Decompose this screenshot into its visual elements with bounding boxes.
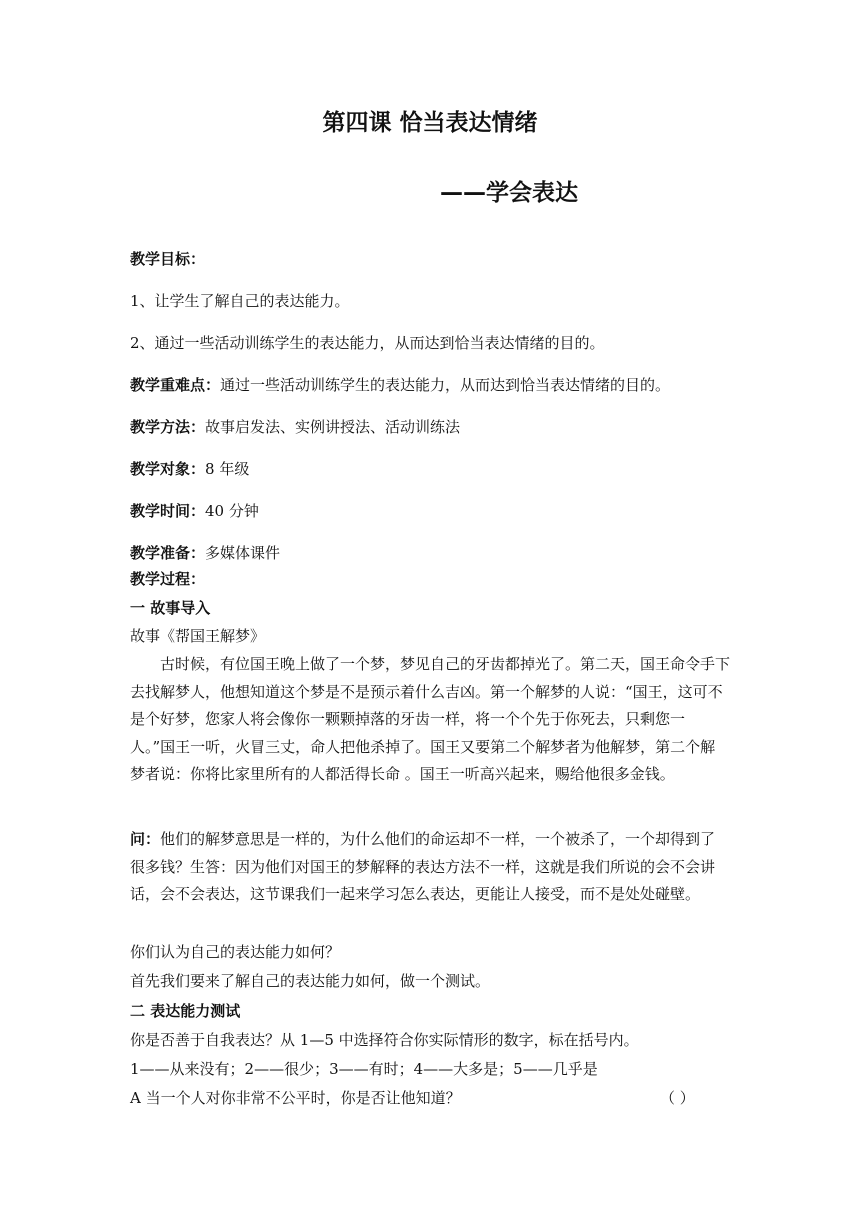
story-title: 故事《帮国王解梦》 xyxy=(130,627,266,645)
duration-line xyxy=(130,500,259,521)
question-text: 他们的解梦意思是一样的，为什么他们的命运却不一样，一个被杀了，一个却得到了很多钱？生答：因为他们对国王的梦解释的表达方法不一样，这就是我们所说的会不会讲话，会不会表达，这节课我们一起来学习怎么表达，更能让人接受，而不是处处碰壁。 xyxy=(130,830,716,903)
method-label: 教学方法： xyxy=(130,418,206,436)
page-title: 第四课 恰当表达情绪 xyxy=(322,110,538,136)
goal-item-1: 1、让学生了解自己的表达能力。 xyxy=(130,292,350,310)
question-label: 问： xyxy=(130,830,161,848)
test-intro: 你是否善于自我表达？从 1—5 中选择符合你实际情形的数字，标在括号内。 xyxy=(130,1031,639,1049)
reflection-line-2: 首先我们要来了解自己的表达能力如何，做一个测试。 xyxy=(130,972,491,990)
goal-item-2: 2、通过一些活动训练学生的表达能力，从而达到恰当表达情绪的目的。 xyxy=(130,334,605,352)
duration-label: 教学时间： xyxy=(130,502,206,520)
key-points-text: 通过一些活动训练学生的表达能力，从而达到恰当表达情绪的目的。 xyxy=(220,376,671,394)
prep-line xyxy=(130,542,280,563)
question-paragraph xyxy=(130,826,730,909)
audience-line xyxy=(130,458,249,479)
test-item-a-answer[interactable]: （ ） xyxy=(660,1089,695,1107)
section2-heading: 二 表达能力测试 xyxy=(130,1002,241,1020)
process-label: 教学过程： xyxy=(130,570,206,588)
section1-heading: 一 故事导入 xyxy=(130,599,211,617)
goals-label: 教学目标： xyxy=(130,250,206,268)
test-scale: 1——从来没有；2——很少；3——有时；4——大多是；5——几乎是 xyxy=(130,1060,598,1078)
test-item-a: A 当一个人对你非常不公平时，你是否让他知道？ xyxy=(130,1089,461,1107)
reflection-line-1: 你们认为自己的表达能力如何？ xyxy=(130,943,341,961)
method-line xyxy=(130,416,460,437)
method-text: 故事启发法、实例讲授法、活动训练法 xyxy=(205,418,461,436)
page-subtitle: ——学会表达 xyxy=(440,180,578,206)
key-points-line xyxy=(130,374,670,395)
key-points-label: 教学重难点： xyxy=(130,376,221,394)
audience-text: 8 年级 xyxy=(205,460,250,478)
duration-text: 40 分钟 xyxy=(205,502,259,520)
audience-label: 教学对象： xyxy=(130,460,206,478)
prep-label: 教学准备： xyxy=(130,544,206,562)
story-paragraph: 古时候，有位国王晚上做了一个梦，梦见自己的牙齿都掉光了。第二天，国王命令手下去找解梦人，他想知道这个梦是不是预示着什么吉凶。第一个解梦的人说：“国王，这可不是个好梦，您家人将会像你一颗颗掉落的牙齿一样，将一个个先于你死去，只剩您一人。”国王一听，火冒三丈，命人把他杀掉了。国王又要第二个解梦者为他解梦，第二个解梦者说：你将比家里所有的人都活得长命 。国王一听高兴起来，赐给他很多金钱。 xyxy=(130,655,731,783)
prep-text: 多媒体课件 xyxy=(205,544,281,562)
